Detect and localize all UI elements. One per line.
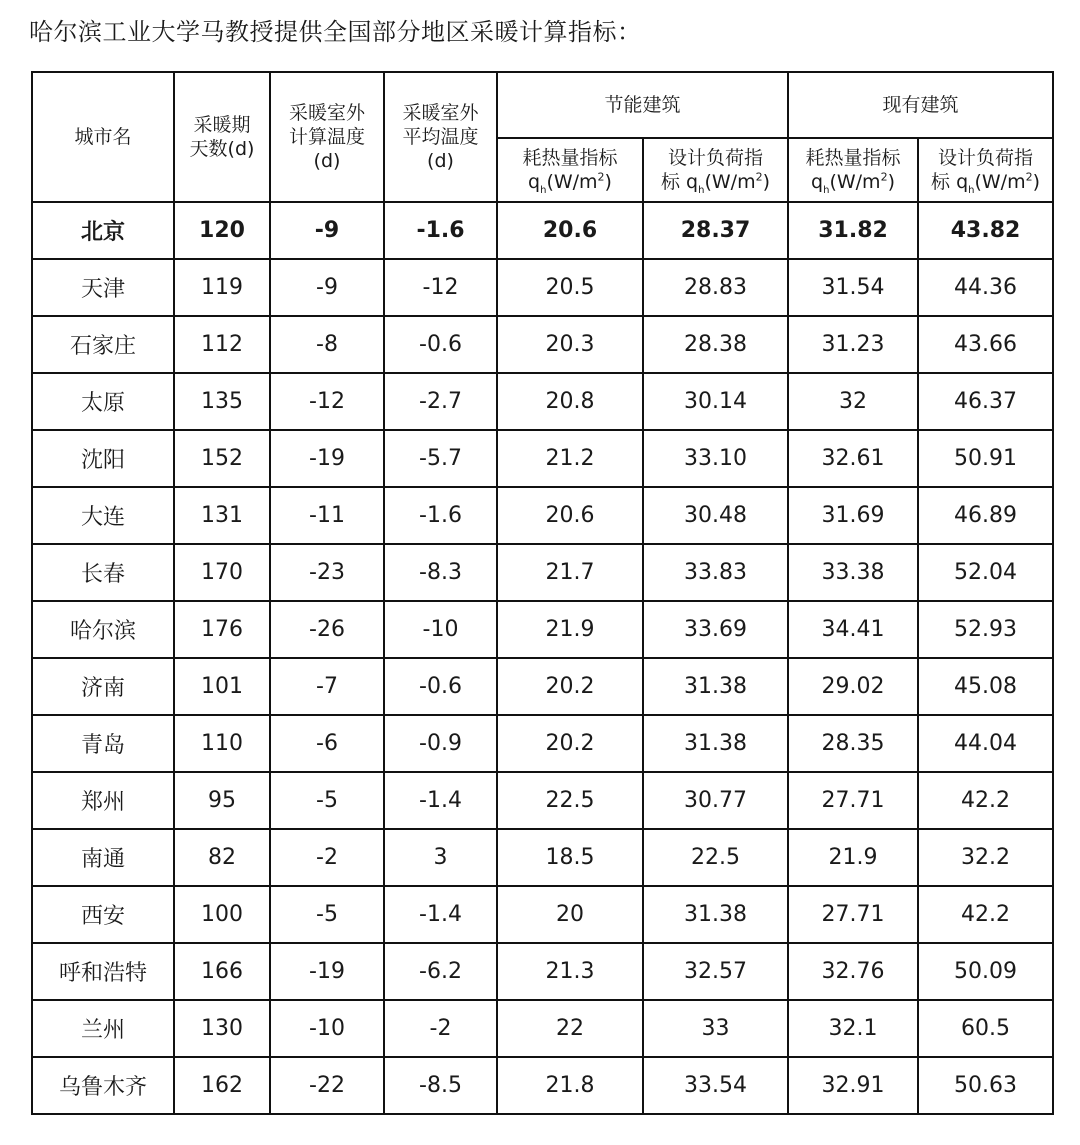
cell-calc-temp: -5 [270, 772, 384, 829]
cell-calc-temp: -26 [270, 601, 384, 658]
cell-energy-heat-index: 20 [497, 886, 643, 943]
cell-energy-load-index: 30.77 [643, 772, 788, 829]
table-row [32, 373, 1053, 430]
header-energy-load-line2 [644, 170, 787, 194]
cell-heating-days: 82 [174, 829, 270, 886]
cell-energy-load-index: 30.14 [643, 373, 788, 430]
cell-heating-days: 176 [174, 601, 270, 658]
cell-energy-load-index: 33.69 [643, 601, 788, 658]
cell-existing-load-index: 45.08 [918, 658, 1053, 715]
cell-existing-load-index: 44.04 [918, 715, 1053, 772]
cell-city: 哈尔滨 [32, 601, 174, 658]
table-row [32, 829, 1053, 886]
cell-calc-temp: -8 [270, 316, 384, 373]
unit-close: ) [887, 171, 895, 193]
cell-existing-heat-index: 27.71 [788, 886, 918, 943]
table-row [32, 430, 1053, 487]
cell-existing-heat-index: 29.02 [788, 658, 918, 715]
header-energy-heat-line1: 耗热量指标 [522, 147, 618, 169]
cell-energy-load-index: 31.38 [643, 658, 788, 715]
header-existing-heat-line2 [789, 170, 917, 194]
unit-superscript: 2 [880, 170, 888, 184]
cell-existing-heat-index: 32 [788, 373, 918, 430]
cell-avg-temp: -1.4 [384, 772, 497, 829]
cell-existing-heat-index: 32.91 [788, 1057, 918, 1114]
table-row [32, 487, 1053, 544]
header-energy-saving-group: 节能建筑 [497, 72, 788, 138]
header-calc-line2: 计算温度 [288, 126, 365, 148]
header-avg-line1: 采暖室外 [402, 102, 479, 124]
cell-existing-load-index: 52.93 [918, 601, 1053, 658]
cell-avg-temp: -1.4 [384, 886, 497, 943]
cell-heating-days: 100 [174, 886, 270, 943]
cell-existing-heat-index: 21.9 [788, 829, 918, 886]
cell-existing-heat-index: 31.54 [788, 259, 918, 316]
cell-energy-load-index: 33.83 [643, 544, 788, 601]
cell-avg-temp: -2 [384, 1000, 497, 1057]
cell-avg-temp: -1.6 [384, 202, 497, 259]
q-symbol: q [528, 171, 541, 193]
cell-city: 西安 [32, 886, 174, 943]
cell-heating-days: 110 [174, 715, 270, 772]
cell-calc-temp: -12 [270, 373, 384, 430]
cell-existing-load-index: 43.82 [918, 202, 1053, 259]
header-existing-group: 现有建筑 [788, 72, 1053, 138]
cell-existing-load-index: 44.36 [918, 259, 1053, 316]
q-subscript: h [823, 184, 830, 196]
table-row [32, 943, 1053, 1000]
cell-city: 济南 [32, 658, 174, 715]
cell-calc-temp: -19 [270, 943, 384, 1000]
cell-energy-load-index: 31.38 [643, 886, 788, 943]
cell-energy-load-index: 28.83 [643, 259, 788, 316]
table-row [32, 658, 1053, 715]
cell-calc-temp: -10 [270, 1000, 384, 1057]
header-energy-load-index [643, 138, 788, 202]
cell-energy-heat-index: 22.5 [497, 772, 643, 829]
cell-existing-load-index: 46.37 [918, 373, 1053, 430]
cell-city: 郑州 [32, 772, 174, 829]
cell-calc-temp: -6 [270, 715, 384, 772]
cell-heating-days: 101 [174, 658, 270, 715]
cell-existing-load-index: 42.2 [918, 886, 1053, 943]
header-row-top [32, 72, 1053, 138]
cell-existing-heat-index: 32.61 [788, 430, 918, 487]
cell-existing-heat-index: 32.1 [788, 1000, 918, 1057]
cell-energy-heat-index: 21.8 [497, 1057, 643, 1114]
cell-avg-temp: -10 [384, 601, 497, 658]
cell-energy-load-index: 28.38 [643, 316, 788, 373]
cell-energy-heat-index: 20.6 [497, 202, 643, 259]
cell-energy-heat-index: 21.3 [497, 943, 643, 1000]
cell-avg-temp: -6.2 [384, 943, 497, 1000]
header-existing-load-line2 [919, 170, 1052, 194]
cell-energy-load-index: 33 [643, 1000, 788, 1057]
header-heating-days [174, 72, 270, 202]
table-row [32, 544, 1053, 601]
unit-text: (W/m [829, 171, 881, 193]
cell-heating-days: 95 [174, 772, 270, 829]
unit-close: ) [762, 171, 770, 193]
cell-energy-load-index: 30.48 [643, 487, 788, 544]
cell-energy-heat-index: 21.2 [497, 430, 643, 487]
cell-calc-temp: -19 [270, 430, 384, 487]
table-row [32, 316, 1053, 373]
cell-calc-temp: -11 [270, 487, 384, 544]
table-body [32, 202, 1053, 1114]
header-existing-load-index [918, 138, 1053, 202]
cell-calc-temp: -7 [270, 658, 384, 715]
cell-existing-load-index: 42.2 [918, 772, 1053, 829]
table-row [32, 601, 1053, 658]
q-symbol: q [811, 171, 824, 193]
cell-existing-load-index: 60.5 [918, 1000, 1053, 1057]
cell-energy-heat-index: 20.6 [497, 487, 643, 544]
header-days-line1: 采暖期 [193, 114, 251, 136]
table-row [32, 202, 1053, 259]
table-row [32, 715, 1053, 772]
cell-city: 天津 [32, 259, 174, 316]
cell-city: 北京 [32, 202, 174, 259]
cell-heating-days: 162 [174, 1057, 270, 1114]
header-calc-line3: (d) [313, 150, 341, 172]
header-energy-heat-line2 [498, 170, 642, 194]
cell-existing-heat-index: 28.35 [788, 715, 918, 772]
header-existing-heat-index [788, 138, 918, 202]
header-energy-load-line1: 设计负荷指 [668, 147, 764, 169]
cell-energy-heat-index: 22 [497, 1000, 643, 1057]
cell-city: 青岛 [32, 715, 174, 772]
cell-energy-load-index: 28.37 [643, 202, 788, 259]
cell-calc-temp: -9 [270, 202, 384, 259]
header-avg-temp [384, 72, 497, 202]
cell-calc-temp: -22 [270, 1057, 384, 1114]
cell-city: 乌鲁木齐 [32, 1057, 174, 1114]
page-title: 哈尔滨工业大学马教授提供全国部分地区采暖计算指标： [29, 18, 642, 46]
header-existing-load-line1: 设计负荷指 [938, 147, 1034, 169]
cell-heating-days: 119 [174, 259, 270, 316]
header-days-line2: 天数(d) [189, 138, 255, 160]
cell-existing-load-index: 50.09 [918, 943, 1053, 1000]
cell-energy-heat-index: 21.9 [497, 601, 643, 658]
cell-heating-days: 170 [174, 544, 270, 601]
unit-text: (W/m [704, 171, 756, 193]
header-avg-line3: (d) [427, 150, 454, 172]
cell-city: 呼和浩特 [32, 943, 174, 1000]
header-existing-heat-line1: 耗热量指标 [805, 147, 901, 169]
table-row [32, 886, 1053, 943]
cell-energy-heat-index: 20.2 [497, 658, 643, 715]
cell-energy-load-index: 33.54 [643, 1057, 788, 1114]
cell-heating-days: 130 [174, 1000, 270, 1057]
q-subscript: h [698, 184, 705, 196]
cell-heating-days: 152 [174, 430, 270, 487]
cell-calc-temp: -23 [270, 544, 384, 601]
unit-close: ) [1032, 171, 1041, 193]
unit-text: (W/m [546, 171, 598, 193]
q-subscript: h [968, 184, 975, 196]
cell-existing-heat-index: 33.38 [788, 544, 918, 601]
header-energy-heat-index [497, 138, 643, 202]
cell-energy-load-index: 32.57 [643, 943, 788, 1000]
cell-existing-heat-index: 32.76 [788, 943, 918, 1000]
header-city-label: 城市名 [74, 126, 132, 148]
cell-avg-temp: -2.7 [384, 373, 497, 430]
header-calc-temp [270, 72, 384, 202]
cell-avg-temp: -8.3 [384, 544, 497, 601]
cell-energy-heat-index: 21.7 [497, 544, 643, 601]
cell-avg-temp: -5.7 [384, 430, 497, 487]
cell-existing-heat-index: 27.71 [788, 772, 918, 829]
cell-energy-heat-index: 18.5 [497, 829, 643, 886]
cell-avg-temp: 3 [384, 829, 497, 886]
table-row [32, 259, 1053, 316]
cell-city: 兰州 [32, 1000, 174, 1057]
cell-heating-days: 112 [174, 316, 270, 373]
cell-city: 沈阳 [32, 430, 174, 487]
cell-existing-load-index: 46.89 [918, 487, 1053, 544]
cell-energy-heat-index: 20.3 [497, 316, 643, 373]
cell-existing-heat-index: 31.69 [788, 487, 918, 544]
cell-energy-heat-index: 20.8 [497, 373, 643, 430]
cell-calc-temp: -9 [270, 259, 384, 316]
unit-superscript: 2 [1025, 170, 1033, 184]
q-symbol: 标 q [661, 171, 699, 193]
cell-existing-heat-index: 34.41 [788, 601, 918, 658]
table-header [32, 72, 1053, 202]
cell-avg-temp: -0.6 [384, 658, 497, 715]
unit-text: (W/m [974, 171, 1026, 193]
cell-city: 南通 [32, 829, 174, 886]
cell-avg-temp: -8.5 [384, 1057, 497, 1114]
cell-calc-temp: -2 [270, 829, 384, 886]
header-calc-line1: 采暖室外 [288, 102, 365, 124]
cell-heating-days: 120 [174, 202, 270, 259]
cell-existing-heat-index: 31.23 [788, 316, 918, 373]
q-subscript: h [540, 184, 547, 196]
cell-energy-load-index: 22.5 [643, 829, 788, 886]
cell-calc-temp: -5 [270, 886, 384, 943]
cell-heating-days: 166 [174, 943, 270, 1000]
cell-avg-temp: -12 [384, 259, 497, 316]
heating-index-table [31, 71, 1054, 1115]
cell-energy-load-index: 33.10 [643, 430, 788, 487]
table-row [32, 1057, 1053, 1114]
cell-city: 太原 [32, 373, 174, 430]
cell-existing-heat-index: 31.82 [788, 202, 918, 259]
unit-superscript: 2 [597, 170, 605, 184]
q-symbol: 标 q [931, 171, 969, 193]
header-city [32, 72, 174, 202]
unit-close: ) [604, 171, 612, 193]
cell-city: 大连 [32, 487, 174, 544]
unit-superscript: 2 [755, 170, 763, 184]
cell-existing-load-index: 50.63 [918, 1057, 1053, 1114]
cell-avg-temp: -0.9 [384, 715, 497, 772]
cell-avg-temp: -1.6 [384, 487, 497, 544]
cell-existing-load-index: 50.91 [918, 430, 1053, 487]
table-row [32, 772, 1053, 829]
cell-energy-heat-index: 20.5 [497, 259, 643, 316]
table-row [32, 1000, 1053, 1057]
cell-existing-load-index: 43.66 [918, 316, 1053, 373]
cell-heating-days: 131 [174, 487, 270, 544]
cell-existing-load-index: 32.2 [918, 829, 1053, 886]
cell-avg-temp: -0.6 [384, 316, 497, 373]
cell-city: 长春 [32, 544, 174, 601]
cell-city: 石家庄 [32, 316, 174, 373]
header-avg-line2: 平均温度 [402, 126, 479, 148]
cell-heating-days: 135 [174, 373, 270, 430]
cell-energy-heat-index: 20.2 [497, 715, 643, 772]
cell-existing-load-index: 52.04 [918, 544, 1053, 601]
cell-energy-load-index: 31.38 [643, 715, 788, 772]
